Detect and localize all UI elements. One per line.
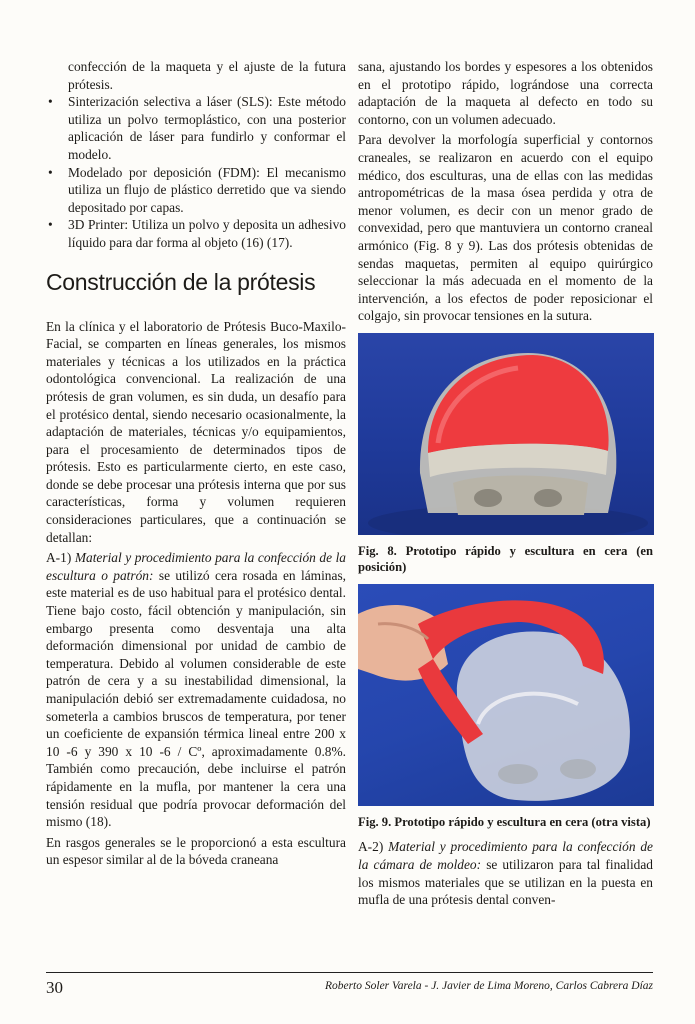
a1-label: A-1): [46, 550, 72, 566]
a1-text: se utilizó cera rosada en láminas, este material es de uso habitual para el protésico dental. Tiene bajo costo, fácil obtención y manipulación, sin embargo presenta como desventaja una alta deformación dimensional por unidad de cambio de temperatura. Debido al volumen considerable de este patrón de cera y a su inestabilidad dimensional, la manipulación debió ser extremadamente cuidadosa, no someterla a cambios bruscos de temperatura, por tener un coeficiente de expansión térmica lineal entre 200 x 10 -6 y 390 x 10 -6 / Cº, aproximadamente 0.8%. También como precaución, debe incluirse el patrón rápidamente en la mufla, por mantener la cera una tensión residual que podría provocar deformación del mismo (18).: [46, 567, 346, 830]
footer-authors: Roberto Soler Varela - J. Javier de Lima Moreno, Carlos Cabrera Díaz: [324, 980, 653, 992]
method-list: [46, 93, 346, 251]
figure-9-photo: [358, 584, 654, 806]
list-item-text: Sinterización selectiva a láser (SLS): Este método utiliza un polvo termoplástico, con una posterior aplicación de láser para fundirlo y conformar el modelo.: [68, 94, 346, 162]
a1-paragraph: [46, 549, 346, 831]
list-item-text: Modelado por deposición (FDM): El mecanismo utiliza un flujo de plástico derretido que va siendo depositado por capas.: [68, 164, 346, 215]
a2-paragraph: [358, 838, 653, 908]
right-column: [358, 58, 653, 912]
list-item: [46, 164, 346, 217]
last-paragraph: En rasgos generales se le proporcionó a esta escultura un espesor similar al de la bóveda craneana: [46, 834, 346, 868]
left-column: [46, 58, 346, 872]
bullet-icon: •: [48, 217, 53, 233]
paragraph-1: sana, ajustando los bordes y espesores a los obtenidos en el prototipo rápido, lográndose una correcta adaptación de la maqueta al defecto en todo su contorno, con un volumen adecuado.: [358, 59, 653, 127]
hand-holding-wax-sculpture-image: [358, 584, 654, 806]
figure-9: [358, 584, 653, 831]
bullet-icon: •: [48, 94, 53, 110]
bullet-icon: •: [48, 164, 53, 180]
list-item-text: 3D Printer: Utiliza un polvo y deposita un adhesivo líquido para dar forma al objeto (16) (17).: [68, 217, 346, 250]
a2-heading: Material y procedimiento para la confección de la cámara de moldeo:: [358, 839, 653, 872]
section-title: Construcción de la prótesis: [46, 268, 316, 295]
intro-paragraph: En la clínica y el laboratorio de Prótesis Buco-Maxilo-Facial, se comparten en líneas generales, los mismos materiales y técnicas a los utilizados en la práctica odontológica convencional. La realización de una prótesis de gran volumen, es sin duda, un desafío para el protésico dental, siendo necesario ocasionalmente, la adaptación de materiales, técnicas y/o equipamientos, para el procesamiento de determinados tipos de prótesis. Esto es particularmente cierto, en este caso, donde se debe procesar una prótesis interna que por sus características, forma y volumen requieren consideraciones particulares, que a continuación se detallan:: [46, 318, 346, 545]
a1-heading: Material y procedimiento para la confección de la escultura o patrón:: [46, 550, 346, 583]
skull-with-wax-prosthesis-image: [358, 333, 654, 535]
lead-continuation: confección de la maqueta y el ajuste de la futura prótesis.: [68, 59, 346, 92]
figure-8-caption: Fig. 8. Prototipo rápido y escultura en cera (en posición): [358, 543, 653, 575]
page-number: 30: [46, 978, 63, 997]
figure-8: [358, 333, 653, 576]
list-item: [46, 93, 346, 163]
paragraph-2: Para devolver la morfología superficial y contornos craneales, se realizaron en acuerdo con el equipo médico, dos esculturas, una de ellas con las medidas antropométricas de la masa ósea perdida y otra de menor volumen, es decir con un menor grado de convexidad, pero que mantuviera un contorno craneal armónico (Fig. 8 y 9). Las dos prótesis obtenidas de sendas maquetas, permiten al equipo quirúrgico seleccionar la más adecuada en el momento de la intervención, a los efectos de poder reposicionar el colgajo, sin provocar tensiones en la sutura.: [358, 132, 653, 324]
figure-9-caption: Fig. 9. Prototipo rápido y escultura en cera (otra vista): [358, 814, 651, 829]
a2-label: A-2): [358, 839, 384, 855]
footer-divider: [46, 972, 653, 973]
a2-text: se utilizaron para tal finalidad los mismos materiales que se utilizan en la puesta en mufla de una prótesis dental conven-: [358, 857, 653, 908]
list-item: [46, 216, 346, 251]
figure-8-photo: [358, 333, 654, 535]
